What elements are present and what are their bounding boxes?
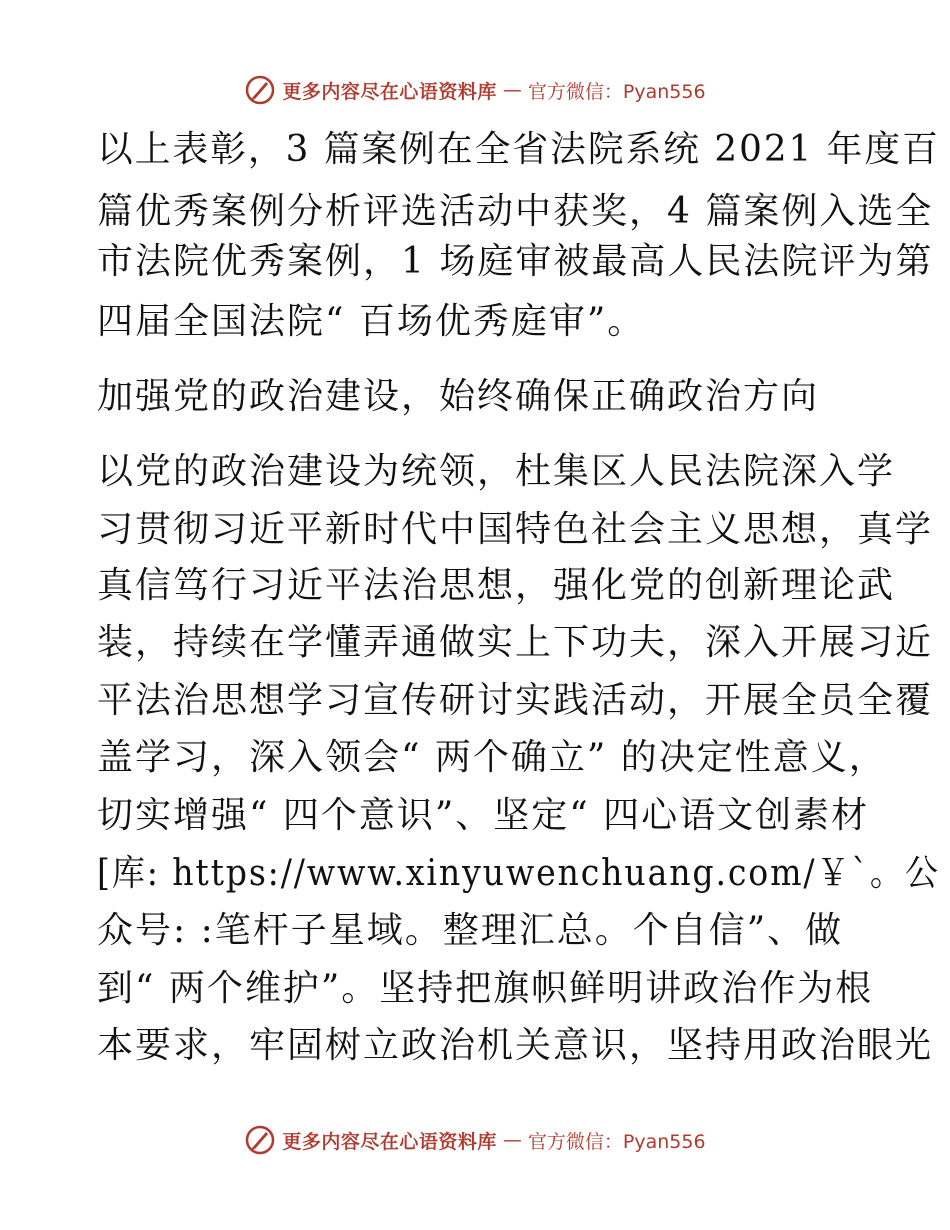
body-line: [库: https://www.xinyuwenchuang.com/￥`。公	[97, 853, 940, 894]
banner-wechat-id: 官方微信：Pyan556	[527, 80, 706, 103]
banner-separator: —	[502, 1129, 522, 1151]
section-heading: 加强党的政治建设，始终确保正确政治方向	[97, 376, 820, 417]
body-line: 真信笃行习近平法治思想，强化党的创新理论武	[97, 565, 896, 606]
body-line: 四届全国法院“ 百场优秀庭审”。	[97, 301, 646, 342]
body-line: 以党的政治建设为统领，杜集区人民法院深入学	[97, 451, 896, 492]
body-line: 盖学习，深入领会“ 两个确立” 的决定性意义，	[97, 737, 887, 778]
body-line: 众号: :笔杆子星域。整理汇总。个自信”、做	[97, 910, 844, 951]
banner-text: 更多内容尽在心语资料库	[282, 80, 497, 103]
body-line: 以上表彰，3 篇案例在全省法院系统 2021 年度百	[97, 129, 940, 170]
banner-separator: —	[502, 79, 522, 101]
banner-text: 更多内容尽在心语资料库	[282, 1130, 497, 1153]
quill-circle-logo-icon	[244, 74, 276, 106]
body-line: 篇优秀案例分析评选活动中获奖，4 篇案例入选全	[97, 191, 934, 232]
body-line: 市法院优秀案例，1 场庭审被最高人民法院评为第	[97, 241, 934, 282]
quill-circle-logo-icon	[244, 1124, 276, 1156]
body-line: 习贯彻习近平新时代中国特色社会主义思想，真学	[97, 509, 934, 550]
body-line: 本要求，牢固树立政治机关意识，坚持用政治眼光	[97, 1025, 934, 1066]
banner-wechat-id: 官方微信：Pyan556	[527, 1130, 706, 1153]
body-line: 装，持续在学懂弄通做实上下功夫，深入开展习近	[97, 622, 934, 663]
footer-watermark-banner	[0, 1120, 950, 1160]
header-watermark-banner	[0, 70, 950, 110]
body-line: 切实增强“ 四个意识”、坚定“ 四心语文创素材	[97, 795, 870, 836]
body-line: 到“ 两个维护”。坚持把旗帜鲜明讲政治作为根	[97, 968, 874, 1009]
body-line: 平法治思想学习宣传研讨实践活动，开展全员全覆	[97, 680, 934, 721]
